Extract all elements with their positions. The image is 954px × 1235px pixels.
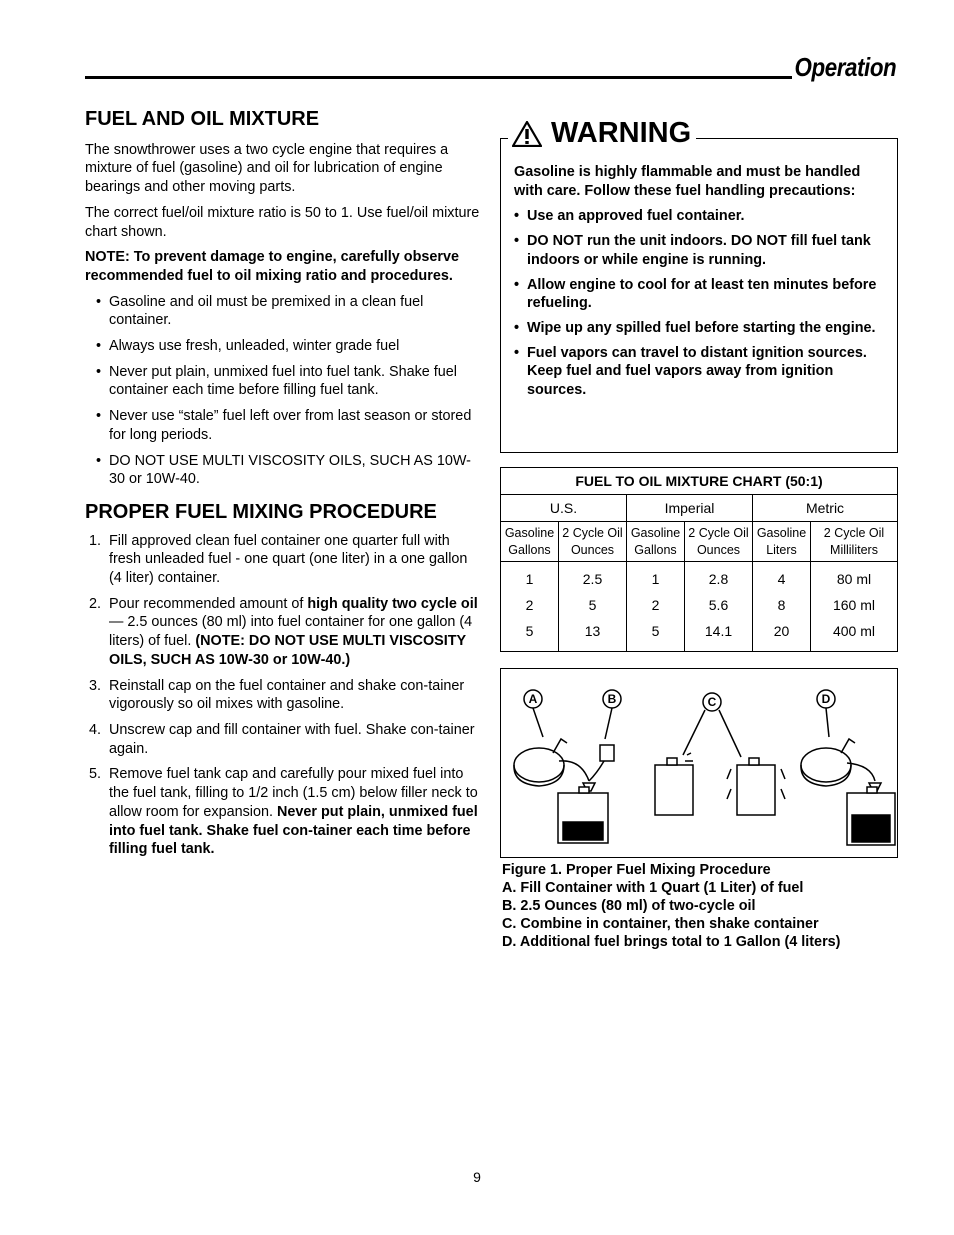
figure-legend-item: C. Combine in container, then shake container	[502, 916, 819, 932]
column-header: 2 Cycle Oil Ounces	[685, 522, 753, 562]
warning-list	[514, 207, 886, 399]
value-cell: 1 2 5	[501, 562, 559, 652]
list-item: • Allow engine to cool for at least ten minutes before refueling.	[514, 276, 886, 313]
paragraph: The snowthrower uses a two cycle engine that requires a mixture of fuel (gasoline) and oil for lubrication of engine bearings and other moving parts.	[85, 141, 449, 196]
group-header: Metric	[753, 495, 898, 522]
step-item: 4. Unscrew cap and fill container with fuel. Shake con-tainer again.	[89, 721, 475, 757]
fuel-oil-bullets	[85, 293, 481, 489]
column-header: Gasoline Gallons	[501, 522, 559, 562]
step-item: 1. Fill approved clean fuel container one quarter full with fresh unleaded fuel - one quart (one liter) in a one gallon (4 liter) container.	[89, 532, 468, 587]
figure-label-a: A	[528, 692, 538, 706]
list-item: • Gasoline and oil must be premixed in a clean fuel container.	[85, 293, 481, 330]
value-cell: 2.5 5 13	[559, 562, 627, 652]
figure-box	[500, 668, 898, 858]
step-item: 3. Reinstall cap on the fuel container and shake con-tainer vigorously so oil mixes with gasoline.	[89, 677, 465, 713]
step-item: 2. Pour recommended amount of high quality two cycle oil — 2.5 ounces (80 ml) into fuel container for one gallon (4 liters) of fuel. (NOTE: DO NOT USE MULTI VISCOSITY OILS, SUCH AS 10W-30 or 10W-40.)	[89, 595, 478, 668]
column-header: Gasoline Liters	[753, 522, 811, 562]
warning-body	[514, 163, 886, 406]
section-title: Operation	[794, 52, 896, 82]
header-rule	[85, 76, 792, 79]
fuel-oil-heading: FUEL AND OIL MIXTURE	[85, 108, 320, 130]
figure-label-d: D	[821, 692, 831, 706]
value-cell: 4 8 20	[753, 562, 811, 652]
figure-caption	[502, 861, 840, 951]
group-header: Imperial	[627, 495, 753, 522]
value-cell: 1 2 5	[627, 562, 685, 652]
list-item: • DO NOT run the unit indoors. DO NOT fill fuel tank indoors or while engine is running.	[514, 232, 886, 269]
list-item: • DO NOT USE MULTI VISCOSITY OILS, SUCH AS 10W-30 or 10W-40.	[85, 452, 481, 489]
mixture-chart	[500, 467, 898, 652]
list-item: • Never use “stale” fuel left over from last season or stored for long periods.	[85, 407, 481, 444]
warning-intro: Gasoline is highly flammable and must be handled with care. Follow these fuel handling precautions:	[514, 164, 861, 199]
warning-title-text: WARNING	[551, 117, 692, 149]
figure-legend-item: D. Additional fuel brings total to 1 Gallon (4 liters)	[502, 934, 841, 950]
group-header: U.S.	[501, 495, 627, 522]
list-item: • Never put plain, unmixed fuel into fuel tank. Shake fuel container each time before filling fuel tank.	[85, 363, 481, 400]
paragraph: The correct fuel/oil mixture ratio is 50 to 1. Use fuel/oil mixture chart shown.	[85, 204, 480, 240]
figure-title: Figure 1. Proper Fuel Mixing Procedure	[502, 862, 771, 878]
list-item: • Wipe up any spilled fuel before starting the engine.	[514, 319, 886, 338]
fuel-mixing-illustration	[501, 669, 897, 857]
value-cell: 80 ml 160 ml 400 ml	[811, 562, 898, 652]
figure-label-c: C	[707, 695, 717, 709]
figure-legend-item: A. Fill Container with 1 Quart (1 Liter) of fuel	[502, 880, 804, 896]
left-column	[85, 110, 481, 866]
figure-label-b: B	[607, 692, 617, 706]
list-item: • Fuel vapors can travel to distant ignition sources. Keep fuel and fuel vapors away from ignition sources.	[514, 344, 886, 400]
column-header: 2 Cycle Oil Milliliters	[811, 522, 898, 562]
procedure-steps	[85, 532, 481, 859]
step-item: 5. Remove fuel tank cap and carefully pour mixed fuel into the fuel tank, filling to 1/2 inch (1.5 cm) below filler neck to allow room for expansion. Never put plain, unmixed fuel into fuel tank. Shake fuel con-tainer each time before filling fuel tank.	[89, 766, 478, 858]
value-cell: 2.8 5.6 14.1	[685, 562, 753, 652]
column-header: 2 Cycle Oil Ounces	[559, 522, 627, 562]
warning-triangle-icon	[512, 121, 542, 147]
warning-title	[508, 117, 696, 150]
chart-caption: FUEL TO OIL MIXTURE CHART (50:1)	[501, 468, 898, 495]
page-number: 9	[473, 1169, 481, 1185]
column-header: Gasoline Gallons	[627, 522, 685, 562]
note: NOTE: To prevent damage to engine, carefully observe recommended fuel to oil mixing ratio and procedures.	[85, 249, 459, 284]
list-item: • Use an approved fuel container.	[514, 207, 886, 226]
figure-legend-item: B. 2.5 Ounces (80 ml) of two-cycle oil	[502, 898, 756, 914]
list-item: • Always use fresh, unleaded, winter grade fuel	[85, 337, 481, 356]
procedure-heading: PROPER FUEL MIXING PROCEDURE	[85, 500, 437, 523]
